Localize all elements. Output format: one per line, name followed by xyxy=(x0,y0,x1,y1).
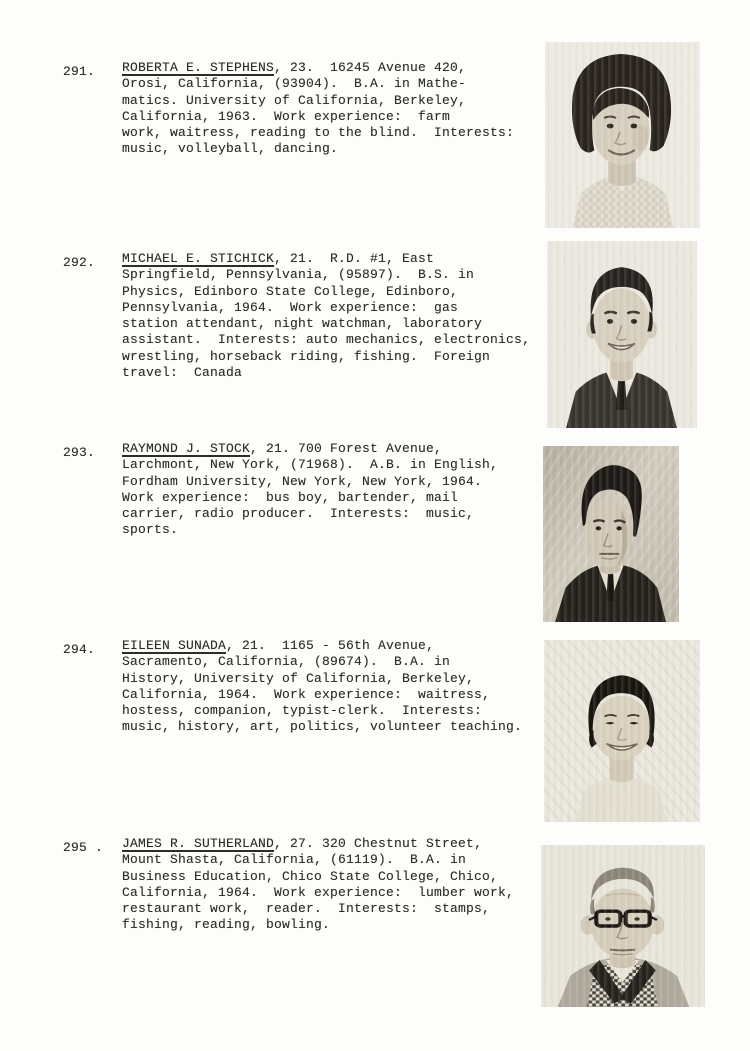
entry-text-line: Pennsylvania, 1964. Work experience: gas xyxy=(122,299,459,315)
entry-number: 291. xyxy=(63,64,96,79)
portrait-image xyxy=(541,845,705,1007)
portrait-image xyxy=(543,446,679,622)
entry-number: 294. xyxy=(63,642,96,657)
entry-headline-rest: , 23. 16245 Avenue 420, xyxy=(274,60,467,75)
entry-headline-rest: , 21. 700 Forest Avenue, xyxy=(250,441,443,456)
entry-text-line: work, waitress, reading to the blind. Interests: xyxy=(122,125,515,141)
entry-text xyxy=(122,638,522,736)
entry-text-line: Sacramento, California, (89674). B.A. in xyxy=(122,654,451,670)
entry-headline-rest: , 21. 1165 - 56th Avenue, xyxy=(226,638,435,653)
entry-headline xyxy=(122,441,498,457)
entry-text-line: sports. xyxy=(122,522,179,538)
entry-text-line: Work experience: bus boy, bartender, mail xyxy=(122,489,459,505)
entry-text xyxy=(122,836,514,934)
portrait-photo-roberta-stephens xyxy=(545,42,700,228)
entry-text-line: matics. University of California, Berkeley, xyxy=(122,92,467,108)
portrait-photo-raymond-stock xyxy=(543,446,679,622)
entry-text-line: music, volleyball, dancing. xyxy=(122,141,339,157)
entry-text-line: Springfield, Pennsylvania, (95897). B.S. in xyxy=(122,267,475,283)
entry-headline xyxy=(122,60,514,76)
entry-text-line: California, 1964. Work experience: waitress, xyxy=(122,686,491,702)
entry-text-line: California, 1964. Work experience: lumber work, xyxy=(122,884,515,900)
entry-text-line: music, history, art, politics, volunteer teaching. xyxy=(122,719,523,735)
entry-name: RAYMOND J. STOCK xyxy=(122,441,251,456)
entry-number: 293. xyxy=(63,445,96,460)
entry-text-line: carrier, radio producer. Interests: music, xyxy=(122,506,475,522)
entry-text xyxy=(122,60,514,158)
entry-text-line: History, University of California, Berkeley, xyxy=(122,670,475,686)
entry-text-line: assistant. Interests: auto mechanics, electronics, xyxy=(122,332,531,348)
entry-headline-rest: , 21. R.D. #1, East xyxy=(274,251,435,266)
entry-name: MICHAEL E. STICHICK xyxy=(122,251,275,266)
entry-name: EILEEN SUNADA xyxy=(122,638,227,653)
entry-headline-rest: , 27. 320 Chestnut Street, xyxy=(274,836,483,851)
entry-text-line: restaurant work, reader. Interests: stamps, xyxy=(122,901,491,917)
portrait-image xyxy=(547,241,697,428)
entry-text xyxy=(122,251,530,381)
entry-text-line: hostess, companion, typist-clerk. Interests: xyxy=(122,703,483,719)
entry-text-line: Physics, Edinboro State College, Edinboro, xyxy=(122,283,459,299)
entry-number: 295 . xyxy=(63,840,104,855)
entry-text-line: Larchmont, New York, (71968). A.B. in English, xyxy=(122,457,499,473)
portrait-image xyxy=(545,42,700,228)
portrait-photo-eileen-sunada xyxy=(544,640,700,822)
entry-text-line: travel: Canada xyxy=(122,365,243,381)
entry-name: JAMES R. SUTHERLAND xyxy=(122,836,275,851)
entry-headline xyxy=(122,638,522,654)
portrait-image xyxy=(544,640,700,822)
entry-headline xyxy=(122,836,514,852)
entry-name: ROBERTA E. STEPHENS xyxy=(122,60,275,75)
entry-text-line: Business Education, Chico State College, Chico, xyxy=(122,868,499,884)
portrait-photo-michael-stichick xyxy=(547,241,697,428)
entry-number: 292. xyxy=(63,255,96,270)
entry-text xyxy=(122,441,498,539)
entry-text-line: fishing, reading, bowling. xyxy=(122,917,331,933)
entry-text-line: wrestling, horseback riding, fishing. Foreign xyxy=(122,348,491,364)
entry-text-line: Mount Shasta, California, (61119). B.A. in xyxy=(122,852,467,868)
portrait-photo-james-sutherland xyxy=(541,845,705,1007)
entry-headline xyxy=(122,251,530,267)
entry-text-line: Fordham University, New York, New York, 1964. xyxy=(122,473,483,489)
entry-text-line: Orosi, California, (93904). B.A. in Mathe- xyxy=(122,76,467,92)
entry-text-line: station attendant, night watchman, laboratory xyxy=(122,316,483,332)
entry-text-line: California, 1963. Work experience: farm xyxy=(122,108,451,124)
